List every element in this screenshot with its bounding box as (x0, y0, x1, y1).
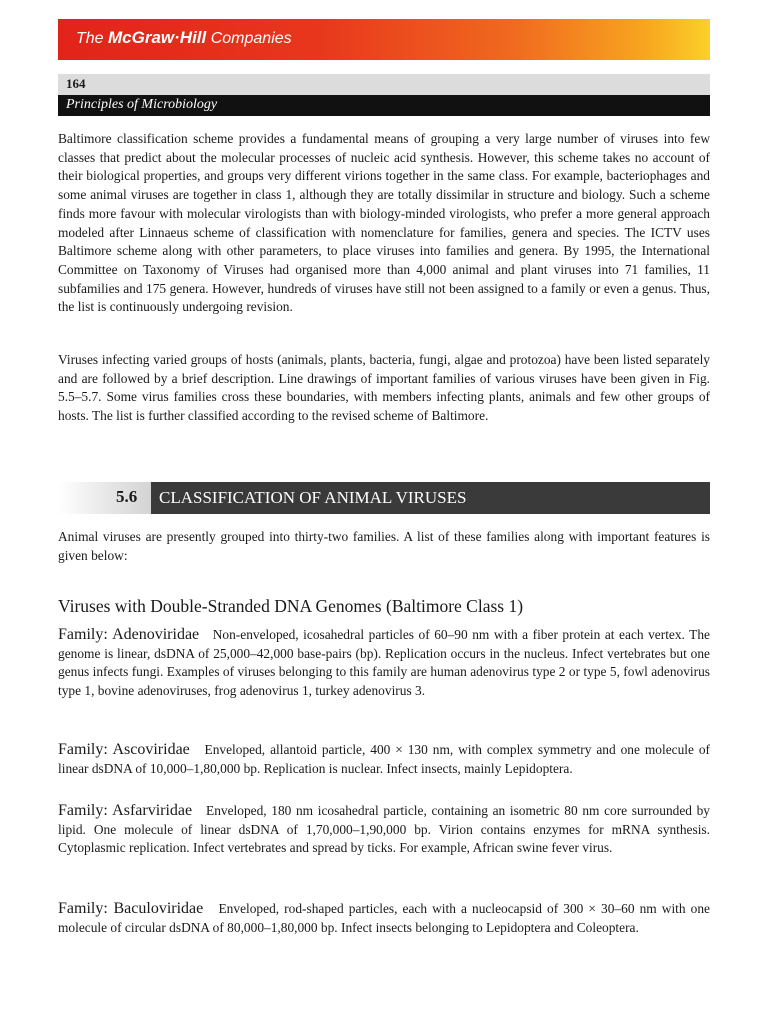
section-heading (58, 482, 710, 514)
publisher-logo: The McGraw·Hill Companies (76, 28, 292, 47)
publisher-banner (58, 19, 710, 60)
section-title-panel (151, 482, 710, 514)
running-head (58, 95, 710, 116)
family-entry (58, 626, 710, 701)
family-label: Family: Ascoviridae (58, 741, 190, 758)
subsection-title: Viruses with Double-Stranded DNA Genomes (Baltimore Class 1) (58, 596, 524, 616)
book-title: Principles of Microbiology (66, 97, 218, 112)
section-number: 5.6 (116, 487, 138, 506)
intro-paragraph-1: Baltimore classification scheme provides a fundamental means of grouping a very large number of viruses into few classes that predict about the molecular processes of nucleic acid synthesis. However, this scheme takes no account of their biological properties, and groups very different virions together in the same class. For example, bacteriophages and some animal viruses are together in class 1, although they are totally dissimilar in structure and biology. Such a scheme finds more favour with molecular virologists than with biology-minded virologists, who prefer a more general approach modeled after Linnaeus scheme of classification with nomenclature for families, genera and species. The ICTV uses Baltimore scheme along with other parameters, to place viruses into families and genera. By 1995, the International Committee on Taxonomy of Viruses had organised more than 4,000 animal and plant viruses into 71 families, 11 subfamilies and 175 genera. However, hundreds of viruses have still not been assigned to a family or even a genus. Thus, the list is continuously undergoing revision. (58, 131, 710, 315)
family-description: Enveloped, rod-shaped particles, each with a nucleocapsid of 300 × 30–60 nm with one molecule of circular dsDNA of 80,000–1,80,000 bp. Infect insects belonging to Lepidoptera and Coleoptera. (58, 901, 711, 935)
family-entry (58, 900, 710, 937)
page-number: 164 (66, 76, 86, 91)
family-label: Family: Adenoviridae (58, 626, 200, 643)
family-entry (58, 741, 710, 778)
intro-paragraph-2: Viruses infecting varied groups of hosts (animals, plants, bacteria, fungi, algae and protozoa) have been listed separately and are followed by a brief description. Line drawings of important families of various viruses have been given in Fig. 5.5–5.7. Some virus families cross these boundaries, with members infecting plants, animals and few other groups of hosts. The list is further classified according to the revised scheme of Baltimore. (58, 352, 710, 424)
family-description: Enveloped, allantoid particle, 400 × 130 nm, with complex symmetry and one molecule of linear dsDNA of 10,000–1,80,000 bp. Replication is nuclear. Infect insects, mainly Lepidoptera. (58, 742, 711, 776)
page-number-bar (58, 74, 710, 95)
section-intro: Animal viruses are presently grouped into thirty-two families. A list of these families along with important features is given below: (58, 529, 710, 563)
family-label: Family: Baculoviridae (58, 900, 204, 917)
family-description: Non-enveloped, icosahedral particles of 60–90 nm with a fiber protein at each vertex. The genome is linear, dsDNA of 25,000–42,000 base-pairs (bp). Replication occurs in the nucleus. Infect vertebrates but one genus infects fungi. Examples of viruses belonging to this family are human adenovirus type 2 or type 5, fowl adenovirus type 1, bovine adenoviruses, frog adenovirus 1, turkey adenovirus 3. (58, 627, 711, 699)
section-title: CLASSIFICATION OF ANIMAL VIRUSES (159, 488, 467, 507)
family-label: Family: Asfarviridae (58, 802, 193, 819)
family-description: Enveloped, 180 nm icosahedral particle, containing an isometric 80 nm core surrounded by lipid. One molecule of linear dsDNA of 1,70,000–1,90,000 bp. Virion contains enzymes for mRNA synthesis. Cytoplasmic replication. Infect vertebrates and spread by ticks. For example, African swine fever virus. (58, 803, 710, 856)
family-entry (58, 802, 710, 858)
